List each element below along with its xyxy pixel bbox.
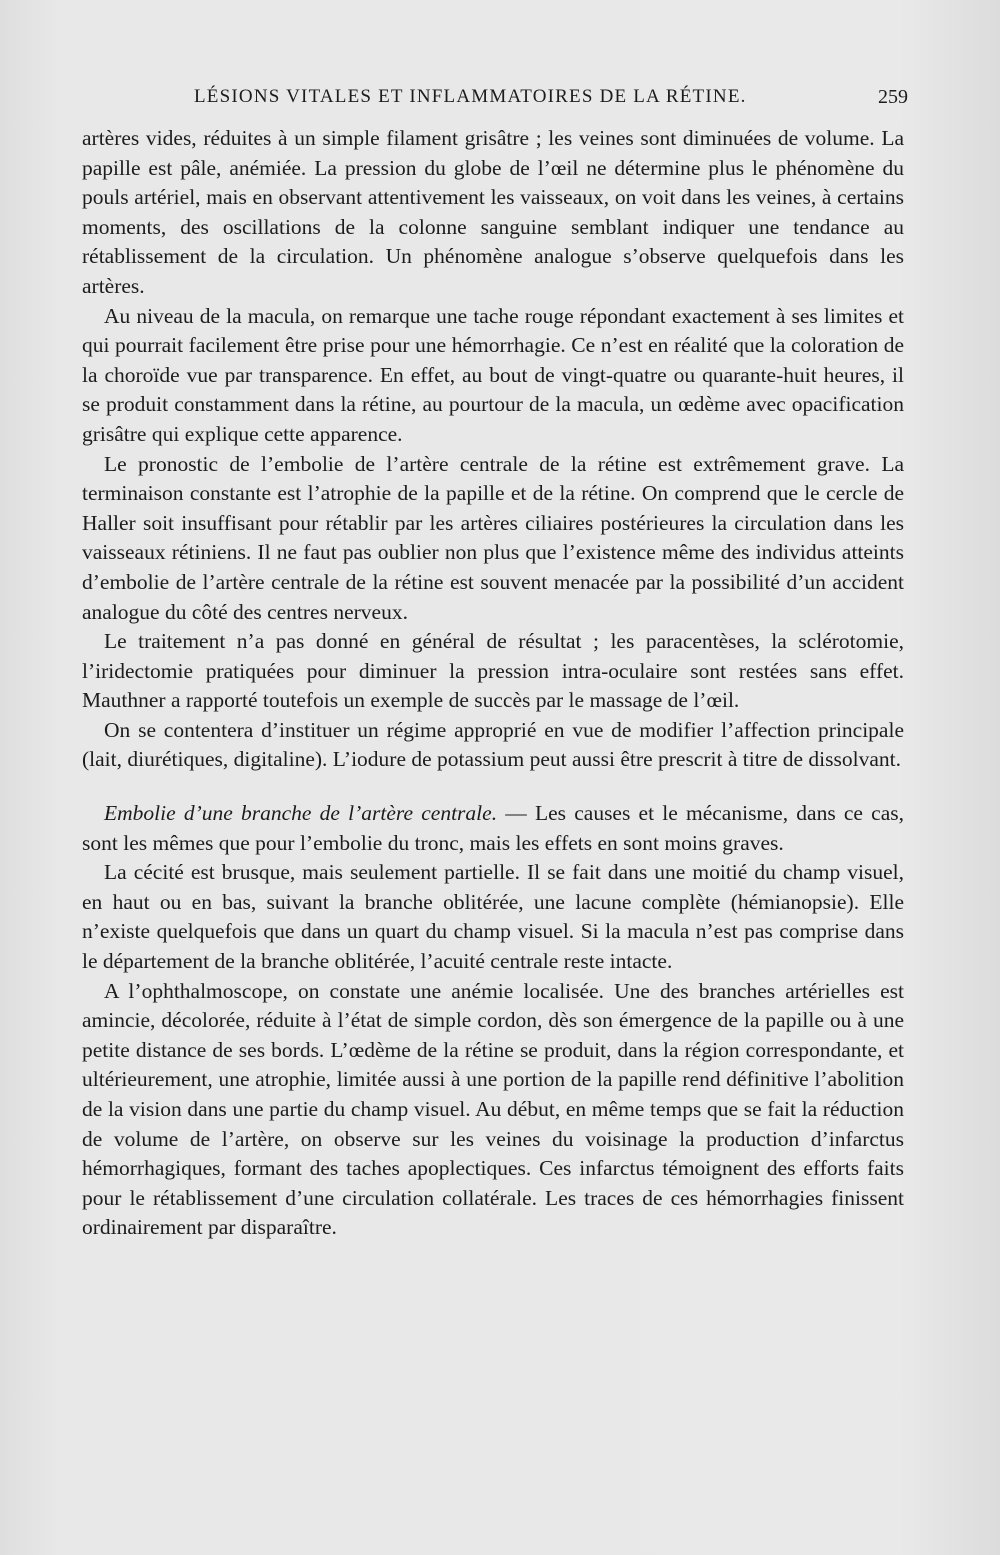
paragraph-embolie-branche-text: — Les causes et le mécanisme, dans ce cas, sont les mêmes que pour l’embolie du tronc, mais les effets en sont moins graves. — [82, 801, 905, 855]
paragraph-pronostic: Le pronostic de l’embolie de l’artère centrale de la rétine est extrêmement grave. La terminaison constante est l’atrophie de la papille et de la rétine. On comprend que le cercle de Haller soit insuffisant pour rétablir par les artères ciliaires postérieures la circulation dans les vaisseaux rétiniens. Il ne faut pas oublier non plus que l’existence même des individus atteints d’embolie de l’artère centrale de la rétine est souvent menacée par la possibilité d’un accident analogue du côté des centres nerveux. — [82, 451, 904, 624]
running-title: LÉSIONS VITALES ET INFLAMMATOIRES DE LA RÉTINE. — [194, 86, 747, 107]
page-header — [82, 86, 908, 116]
paragraph-ophthalmoscope: A l’ophthalmoscope, on constate une anémie localisée. Une des branches artérielles est amincie, décolorée, réduite à l’état de simple cordon, dès son émergence de la papille ou à une petite distance de ses bords. L’œdème de la rétine se produit, dans la région correspondante, et ultérieurement, une atrophie, limitée aussi à une portion de la papille rend définitive l’abolition de la vision dans une partie du champ visuel. Au début, en même temps que se fait la réduction de volume de l’artère, on observe sur les veines du voisinage la production d’infarctus hémorrhagiques, formant des taches apoplectiques. Ces infarctus témoignent des efforts faits pour le rétablissement d’une circulation collatérale. Les traces de ces hémorrhagies finissent ordinairement par disparaître. — [82, 978, 904, 1240]
page-number: 259 — [878, 86, 908, 108]
paragraph-traitement: Le traitement n’a pas donné en général de résultat ; les paracentèses, la sclérotomie, l’iridectomie pratiquées pour diminuer la pression intra-oculaire sont restées sans effet. Mauthner a rapporté toutefois un exemple de succès par le massage de l’œil. — [82, 629, 904, 713]
paragraph-macula: Au niveau de la macula, on remarque une tache rouge répondant exactement à ses limites et qui pourrait facilement être prise pour une hémorrhagie. Ce n’est en réalité que la coloration de la choroïde vue par transparence. En effet, au bout de vingt-quatre ou quarante-huit heures, il se produit constamment dans la rétine, au pourtour de la macula, un œdème avec opacification grisâtre qui explique cette apparence. — [82, 303, 904, 446]
paragraph-regime: On se contentera d’instituer un régime approprié en vue de modifier l’affection principale (lait, diurétiques, digitaline). L’iodure de potassium peut aussi être prescrit à titre de dissolvant. — [82, 717, 904, 772]
body-text — [82, 124, 904, 1243]
paragraph-cecite: La cécité est brusque, mais seulement partielle. Il se fait dans une moitié du champ visuel, en haut ou en bas, suivant la branche oblitérée, une lacune complète (hémianopsie). Elle n’existe quelquefois que dans un quart du champ visuel. Si la macula n’est pas comprise dans le département de la branche oblitérée, l’acuité centrale reste intacte. — [82, 860, 904, 974]
paragraph-continued: artères vides, réduites à un simple filament grisâtre ; les veines sont diminuées de volume. La papille est pâle, anémiée. La pression du globe de l’œil ne détermine plus le phénomène du pouls artériel, mais en observant attentivement les vaisseaux, on voit dans les veines, à certains moments, des oscillations de la colonne sanguine semblant indiquer une tendance au rétablissement de la circulation. Un phénomène analogue s’observe quelquefois dans les artères. — [82, 126, 904, 298]
section-heading-italic: Embolie d’une branche de l’artère centrale. — [104, 801, 498, 826]
paragraph-embolie-branche — [82, 799, 904, 858]
